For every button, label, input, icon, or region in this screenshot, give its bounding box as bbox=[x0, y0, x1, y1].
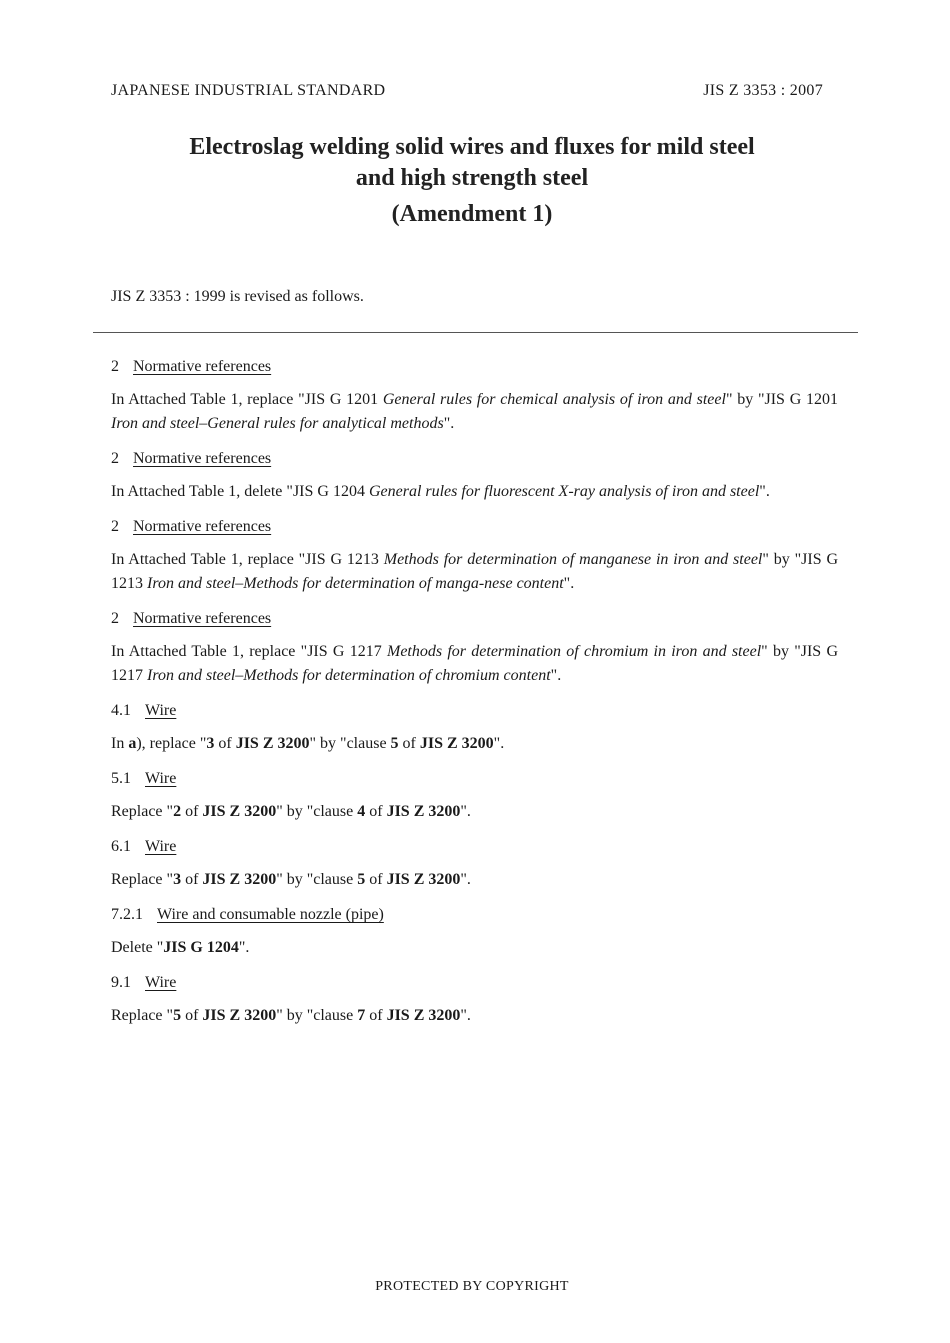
body-text: In bbox=[111, 735, 129, 752]
section-number: 2 bbox=[111, 518, 119, 535]
section-heading bbox=[111, 356, 838, 378]
section-heading bbox=[111, 608, 838, 630]
document-title bbox=[0, 132, 944, 194]
body-text: Replace " bbox=[111, 871, 174, 888]
body-text: In Attached Table 1, replace "JIS G 1213 bbox=[111, 551, 384, 568]
section-title: Wire bbox=[145, 770, 177, 787]
standard-number-header: JIS Z 3353 : 2007 bbox=[703, 82, 823, 99]
body-text: of bbox=[181, 1007, 203, 1024]
amendment-section bbox=[111, 356, 838, 436]
revision-intro: JIS Z 3353 : 1999 is revised as follows. bbox=[111, 288, 364, 305]
body-text: of bbox=[181, 871, 203, 888]
section-heading bbox=[111, 700, 838, 722]
section-number: 9.1 bbox=[111, 974, 131, 991]
title-line-2: and high strength steel bbox=[355, 165, 589, 191]
section-body bbox=[111, 732, 838, 756]
body-text: of bbox=[398, 735, 420, 752]
section-number: 2 bbox=[111, 610, 119, 627]
standard-type-header: JAPANESE INDUSTRIAL STANDARD bbox=[111, 82, 386, 99]
amendment-section bbox=[111, 516, 838, 596]
standard-title-text: Iron and steel–General rules for analytical methods bbox=[111, 415, 444, 432]
reference-emphasis: JIS Z 3200 bbox=[202, 1007, 277, 1024]
standard-title-text: Iron and steel–Methods for determination of manga-nese content bbox=[147, 575, 564, 592]
reference-emphasis: 3 bbox=[173, 871, 182, 888]
section-body bbox=[111, 1004, 838, 1028]
amendment-section bbox=[111, 836, 838, 892]
section-heading bbox=[111, 904, 838, 926]
amendment-section bbox=[111, 768, 838, 824]
reference-emphasis: JIS Z 3200 bbox=[386, 871, 461, 888]
body-text: " by "JIS G 1213 bbox=[111, 551, 838, 592]
section-title: Normative references bbox=[133, 358, 272, 375]
body-text: " by "JIS G 1201 bbox=[725, 391, 838, 408]
body-text: Delete " bbox=[111, 939, 164, 956]
body-text: of bbox=[365, 1007, 387, 1024]
section-title: Normative references bbox=[133, 518, 272, 535]
section-body bbox=[111, 388, 838, 436]
section-heading bbox=[111, 836, 838, 858]
section-number: 7.2.1 bbox=[111, 906, 143, 923]
section-body bbox=[111, 548, 838, 596]
body-text: " by "clause bbox=[276, 871, 358, 888]
section-body bbox=[111, 480, 838, 504]
body-text: ". bbox=[550, 667, 562, 684]
standard-title-text: Methods for determination of chromium in iron and steel bbox=[386, 643, 762, 660]
amendment-section bbox=[111, 904, 838, 960]
body-text: ". bbox=[443, 415, 455, 432]
section-body bbox=[111, 640, 838, 688]
body-text: Replace " bbox=[111, 803, 174, 820]
section-body bbox=[111, 868, 838, 892]
section-body bbox=[111, 936, 838, 960]
section-number: 5.1 bbox=[111, 770, 131, 787]
section-title: Normative references bbox=[133, 450, 272, 467]
section-body bbox=[111, 800, 838, 824]
body-text: In Attached Table 1, delete "JIS G 1204 bbox=[111, 483, 369, 500]
standard-title-text: General rules for fluorescent X-ray analysis of iron and steel bbox=[368, 483, 760, 500]
reference-emphasis: JIS Z 3200 bbox=[235, 735, 310, 752]
body-text: ". bbox=[460, 803, 471, 820]
section-title: Wire and consumable nozzle (pipe) bbox=[157, 906, 384, 923]
reference-emphasis: 4 bbox=[357, 803, 366, 820]
section-number: 2 bbox=[111, 450, 119, 467]
body-text: ". bbox=[460, 1007, 471, 1024]
section-heading bbox=[111, 768, 838, 790]
section-heading bbox=[111, 516, 838, 538]
copyright-footer: PROTECTED BY COPYRIGHT bbox=[375, 1279, 569, 1294]
body-text: " by "clause bbox=[276, 1007, 358, 1024]
section-number: 6.1 bbox=[111, 838, 131, 855]
amendment-section bbox=[111, 972, 838, 1028]
reference-emphasis: JIS Z 3200 bbox=[419, 735, 494, 752]
section-number: 4.1 bbox=[111, 702, 131, 719]
amendment-sections bbox=[111, 356, 838, 1040]
body-text: ". bbox=[759, 483, 770, 500]
section-number: 2 bbox=[111, 358, 119, 375]
section-title: Normative references bbox=[133, 610, 272, 627]
title-line-1: Electroslag welding solid wires and fluxes for mild steel bbox=[189, 134, 755, 160]
body-text: ". bbox=[460, 871, 471, 888]
document-title-block bbox=[0, 132, 944, 228]
amendment-label: (Amendment 1) bbox=[391, 201, 553, 227]
body-text: ". bbox=[238, 939, 250, 956]
body-text: Replace " bbox=[111, 1007, 174, 1024]
body-text: ". bbox=[493, 735, 505, 752]
section-title: Wire bbox=[145, 702, 177, 719]
reference-emphasis: JIS Z 3200 bbox=[202, 871, 277, 888]
reference-emphasis: 5 bbox=[390, 735, 399, 752]
body-text: In Attached Table 1, replace "JIS G 1217 bbox=[111, 643, 387, 660]
reference-emphasis: 3 bbox=[206, 735, 215, 752]
body-text: of bbox=[365, 803, 387, 820]
amendment-section bbox=[111, 608, 838, 688]
reference-emphasis: 7 bbox=[357, 1007, 366, 1024]
section-title: Wire bbox=[145, 838, 177, 855]
amendment-section bbox=[111, 448, 838, 504]
reference-emphasis: 5 bbox=[173, 1007, 182, 1024]
divider-line bbox=[93, 332, 858, 333]
body-text: In Attached Table 1, replace "JIS G 1201 bbox=[111, 391, 383, 408]
body-text: " by "JIS G 1217 bbox=[111, 643, 838, 684]
standard-title-text: General rules for chemical analysis of iron and steel bbox=[382, 391, 726, 408]
body-text: ". bbox=[563, 575, 575, 592]
reference-emphasis: a bbox=[128, 735, 137, 752]
reference-emphasis: JIS Z 3200 bbox=[386, 1007, 461, 1024]
reference-emphasis: JIS G 1204 bbox=[163, 939, 239, 956]
section-heading bbox=[111, 972, 838, 994]
reference-emphasis: 5 bbox=[357, 871, 366, 888]
body-text: ), replace " bbox=[136, 735, 207, 752]
body-text: " by "clause bbox=[276, 803, 358, 820]
standard-title-text: Methods for determination of manganese in iron and steel bbox=[383, 551, 763, 568]
reference-emphasis: JIS Z 3200 bbox=[386, 803, 461, 820]
body-text: of bbox=[181, 803, 203, 820]
section-heading bbox=[111, 448, 838, 470]
section-title: Wire bbox=[145, 974, 177, 991]
amendment-section bbox=[111, 700, 838, 756]
body-text: " by "clause bbox=[309, 735, 391, 752]
body-text: of bbox=[214, 735, 236, 752]
reference-emphasis: JIS Z 3200 bbox=[202, 803, 277, 820]
reference-emphasis: 2 bbox=[173, 803, 182, 820]
standard-title-text: Iron and steel–Methods for determination of chromium content bbox=[147, 667, 551, 684]
body-text: of bbox=[365, 871, 387, 888]
